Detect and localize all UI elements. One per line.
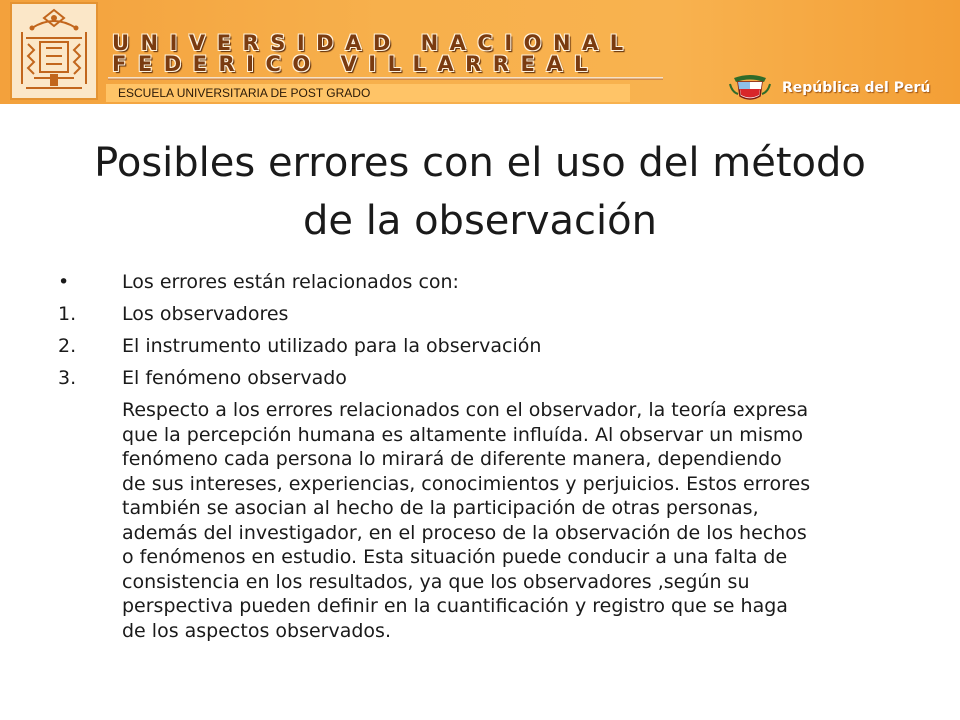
intro-text: Los errores están relacionados con: <box>122 271 459 293</box>
slide-title-line1: Posibles errores con el uso del método <box>94 140 866 186</box>
paragraph-line: además del investigador, en el proceso de la observación de los hechos <box>122 521 807 544</box>
list-item-text: El fenómeno observado <box>122 367 347 389</box>
paragraph-line: fenómeno cada persona lo mirará de diferente manera, dependiendo <box>122 448 782 470</box>
slide-body <box>58 266 918 643</box>
paragraph-line: Respecto a los errores relacionados con el observador, la teoría expresa <box>122 399 809 421</box>
intro-bullet <box>58 266 918 298</box>
paragraph-line: perspectiva pueden definir en la cuantificación y registro que se haga <box>122 595 788 617</box>
school-name: ESCUELA UNIVERSITARIA DE POST GRADO <box>118 86 371 100</box>
republica-del-peru-label: República del Perú <box>782 80 931 96</box>
explanation-paragraph <box>122 398 912 643</box>
crest-icon <box>12 4 96 98</box>
paragraph-line: o fenómenos en estudio. Esta situación puede conducir a una falta de <box>122 546 788 568</box>
list-item <box>58 298 918 330</box>
university-name-line2: FEDERICO VILLARREAL <box>112 52 599 76</box>
university-name-line1: UNIVERSIDAD NACIONAL <box>112 31 635 55</box>
header-banner <box>0 0 960 104</box>
header-rule <box>108 77 663 80</box>
list-item-text: El instrumento utilizado para la observación <box>122 335 542 357</box>
list-item <box>58 362 918 394</box>
list-item-number: 2. <box>58 335 77 357</box>
paragraph-line: que la percepción humana es altamente influída. Al observar un mismo <box>122 423 804 446</box>
peru-coat-of-arms-icon <box>728 74 772 102</box>
list-item-number: 3. <box>58 367 77 389</box>
university-crest-logo <box>10 2 98 100</box>
bullet-marker: • <box>58 271 70 293</box>
list-item <box>58 330 918 362</box>
paragraph-line: consistencia en los resultados, ya que los observadores ,según su <box>122 570 750 593</box>
list-item-number: 1. <box>58 303 77 325</box>
list-item-text: Los observadores <box>122 303 289 325</box>
paragraph-line: también se asocian al hecho de la participación de otras personas, <box>122 497 759 519</box>
paragraph-line: de los aspectos observados. <box>122 619 391 642</box>
slide-title-line2: de la observación <box>303 198 657 244</box>
paragraph-line: de sus intereses, experiencias, conocimientos y perjuicios. Estos errores <box>122 472 811 495</box>
slide-title <box>40 134 920 250</box>
